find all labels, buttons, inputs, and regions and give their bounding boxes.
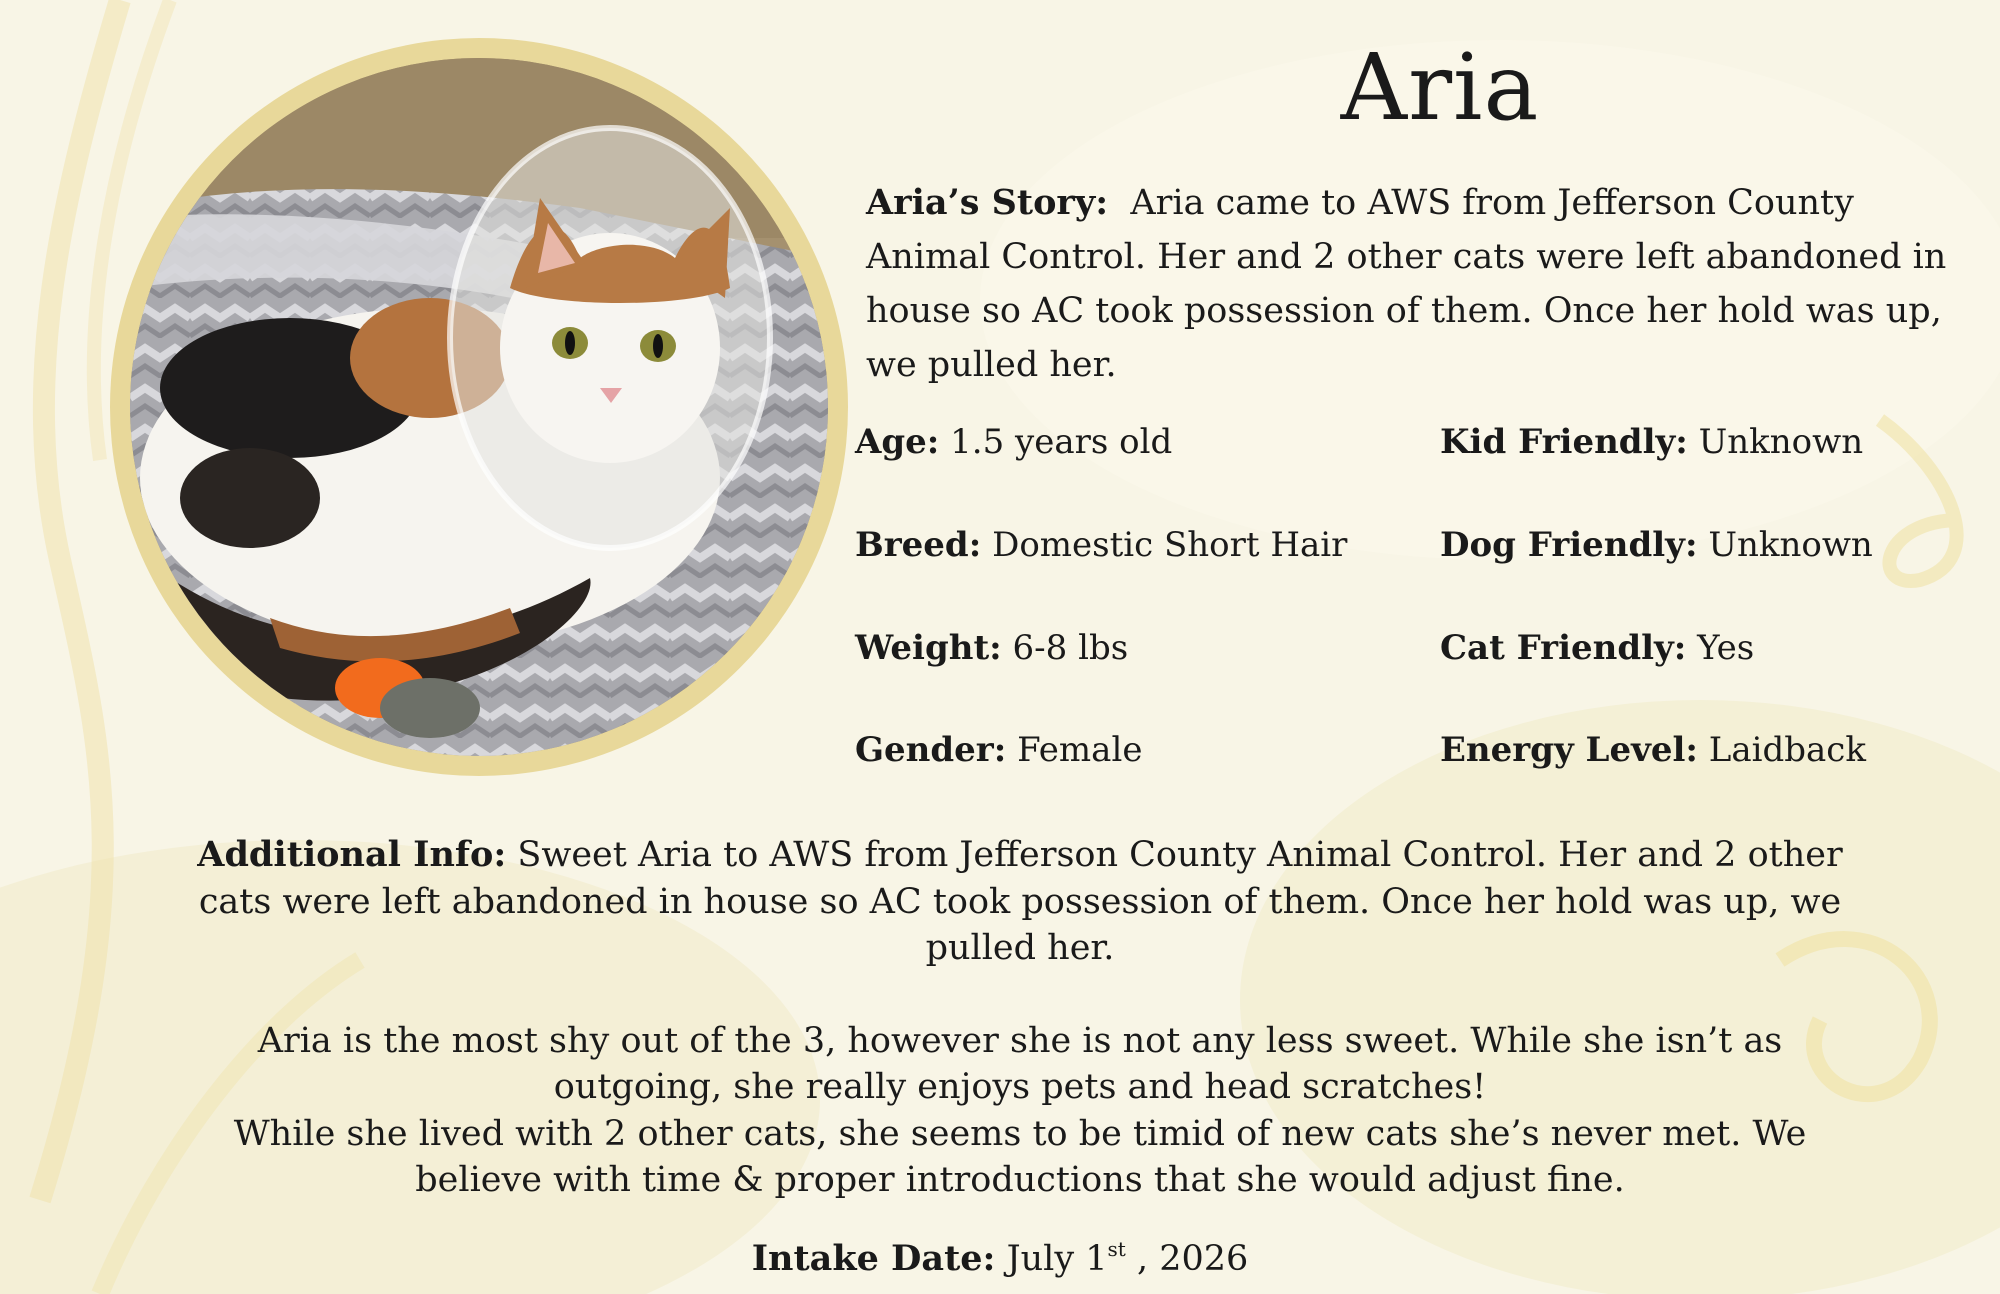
fact-label: Energy Level:: [1440, 730, 1698, 770]
additional-para-1: [190, 832, 1850, 972]
story-text: Aria came to AWS from Jefferson County Animal Control. Her and 2 other cats were left abandoned in house so AC took possession of them. Once her hold was up, we pulled her.: [866, 183, 1947, 385]
fact-value: Unknown: [1698, 422, 1864, 462]
additional-info: [190, 832, 1850, 1204]
fact-gender: [855, 728, 1142, 772]
story-label: Aria’s Story:: [866, 182, 1109, 223]
fact-label: Age:: [855, 422, 940, 462]
additional-para-2: Aria is the most shy out of the 3, however she is not any less sweet. While she isn’t as outgoing, she really enjoys pets and head scratches!: [257, 1020, 1783, 1107]
fact-label: Kid Friendly:: [1440, 422, 1688, 462]
pet-story: [866, 176, 1956, 392]
fact-value: Female: [1017, 730, 1143, 770]
fact-label: Weight:: [855, 628, 1002, 668]
intake-year: , 2026: [1125, 1239, 1249, 1279]
fact-energy-level: [1440, 728, 1866, 772]
fact-breed: [855, 523, 1347, 567]
pet-name-title: Aria: [1340, 34, 1540, 141]
fact-value: 6-8 lbs: [1012, 628, 1129, 668]
pet-photo-frame: [110, 38, 848, 776]
additional-label: Additional Info:: [197, 834, 507, 875]
fact-value: Unknown: [1708, 525, 1873, 565]
fact-value: 1.5 years old: [950, 422, 1173, 462]
fact-dog-friendly: [1440, 523, 1873, 567]
fact-label: Cat Friendly:: [1440, 628, 1687, 668]
fact-value: Laidback: [1708, 730, 1866, 770]
intake-date: [0, 1236, 2000, 1282]
fact-cat-friendly: [1440, 626, 1754, 670]
fact-age: [855, 420, 1172, 464]
intake-suffix: st: [1107, 1237, 1126, 1261]
fact-kid-friendly: [1440, 420, 1863, 464]
fact-label: Dog Friendly:: [1440, 525, 1698, 565]
calico-cat-photo: [130, 58, 828, 756]
additional-para-3: While she lived with 2 other cats, she seems to be timid of new cats she’s never met. We believe with time & proper introductions that she would adjust fine.: [233, 1113, 1807, 1200]
intake-label: Intake Date:: [751, 1238, 996, 1279]
fact-value: Domestic Short Hair: [992, 525, 1348, 565]
fact-label: Gender:: [855, 730, 1007, 770]
intake-month-day: July 1: [1006, 1239, 1108, 1279]
fact-label: Breed:: [855, 525, 982, 565]
additional-text-1: Sweet Aria to AWS from Jefferson County Animal Control. Her and 2 other cats were left abandoned in house so AC took possession of them. Once her hold was up, we pulled her.: [198, 835, 1843, 968]
fact-weight: [855, 626, 1128, 670]
fact-value: Yes: [1697, 628, 1755, 668]
